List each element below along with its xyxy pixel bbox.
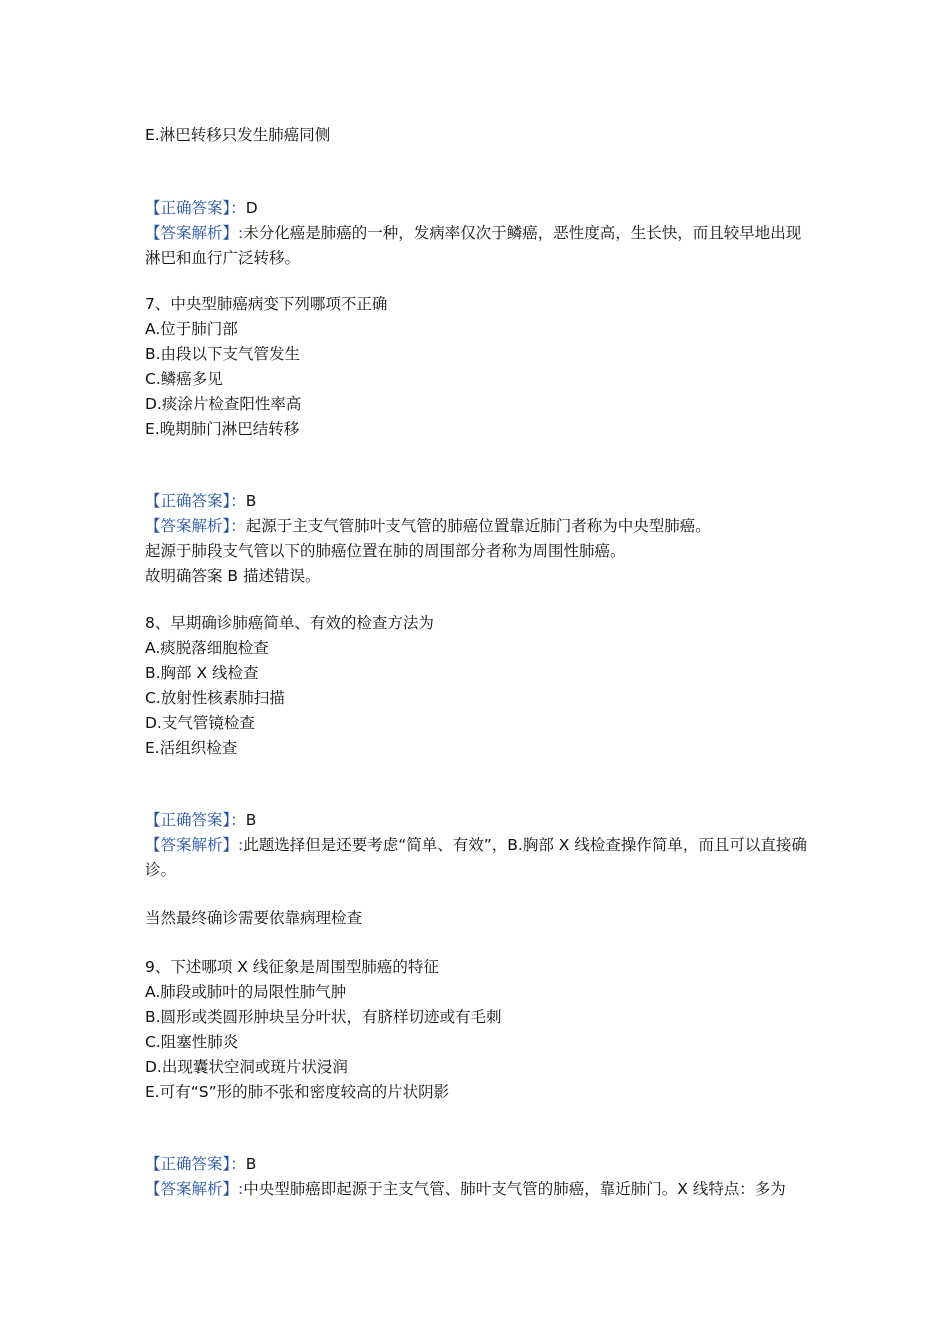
q9-option-e: E.可有“S”形的肺不张和密度较高的片状阴影 xyxy=(145,1083,450,1101)
q6-option-e: E.淋巴转移只发生肺癌同侧 xyxy=(145,126,331,144)
q9-option-a: A.肺段或肺叶的局限性肺气肿 xyxy=(145,983,347,1001)
q8-analysis xyxy=(145,833,810,883)
q8-option-e: E.活组织检查 xyxy=(145,739,238,757)
analysis-text: 此题选择但是还要考虑“简单、有效”，B.胸部 X 线检查操作简单，而且可以直接确诊。 xyxy=(145,836,807,879)
analysis-label: 【答案解析】: xyxy=(145,836,244,854)
q6-analysis xyxy=(145,221,810,271)
q7-option-d: D.痰涂片检查阳性率高 xyxy=(145,395,302,413)
q8-option-d: D.支气管镜检查 xyxy=(145,714,255,732)
analysis-text: 中央型肺癌即起源于主支气管、肺叶支气管的肺癌，靠近肺门。X 线特点：多为 xyxy=(243,1180,786,1198)
q8-option-a: A.痰脱落细胞检查 xyxy=(145,639,269,657)
q9-option-d: D.出现囊状空洞或斑片状浸润 xyxy=(145,1058,348,1076)
q8-option-b: B.胸部 X 线检查 xyxy=(145,664,259,682)
correct-answer-label: 【正确答案】： xyxy=(145,811,246,829)
q7-question: 7、中央型肺癌病变下列哪项不正确 xyxy=(145,295,388,313)
q7-option-b: B.由段以下支气管发生 xyxy=(145,345,301,363)
q9-option-b: B.圆形或类圆形肿块呈分叶状，有脐样切迹或有毛刺 xyxy=(145,1008,502,1026)
correct-answer-label: 【正确答案】： xyxy=(145,492,246,510)
q8-question: 8、早期确诊肺癌简单、有效的检查方法为 xyxy=(145,614,434,632)
analysis-label: 【答案解析】： xyxy=(145,517,246,535)
q9-analysis xyxy=(145,1177,786,1202)
q9-correct-answer xyxy=(145,1152,256,1177)
q8-note: 当然最终确诊需要依靠病理检查 xyxy=(145,909,363,927)
q7-analysis xyxy=(145,514,711,539)
q9-question: 9、下述哪项 X 线征象是周围型肺癌的特征 xyxy=(145,958,439,976)
analysis-text: 未分化癌是肺癌的一种，发病率仅次于鳞癌，恶性度高，生长快，而且较早地出现淋巴和血行广泛转移。 xyxy=(145,224,802,267)
q7-analysis-line3: 故明确答案 B 描述错误。 xyxy=(145,567,321,585)
correct-answer-label: 【正确答案】： xyxy=(145,199,246,217)
correct-answer-value: B xyxy=(245,811,257,829)
correct-answer-value: D xyxy=(245,199,258,217)
analysis-label: 【答案解析】: xyxy=(145,224,244,242)
analysis-text: 起源于主支气管肺叶支气管的肺癌位置靠近肺门者称为中央型肺癌。 xyxy=(245,517,711,535)
q7-correct-answer xyxy=(145,489,256,514)
analysis-label: 【答案解析】: xyxy=(145,1180,244,1198)
q7-analysis-line2: 起源于肺段支气管以下的肺癌位置在肺的周围部分者称为周围性肺癌。 xyxy=(145,542,626,560)
q7-option-a: A.位于肺门部 xyxy=(145,320,238,338)
q9-option-c: C.阻塞性肺炎 xyxy=(145,1033,239,1051)
q6-correct-answer xyxy=(145,196,258,221)
q8-correct-answer xyxy=(145,808,256,833)
q7-option-c: C.鳞癌多见 xyxy=(145,370,223,388)
q8-option-c: C.放射性核素肺扫描 xyxy=(145,689,285,707)
q7-option-e: E.晚期肺门淋巴结转移 xyxy=(145,420,300,438)
correct-answer-label: 【正确答案】： xyxy=(145,1155,246,1173)
correct-answer-value: B xyxy=(245,492,257,510)
correct-answer-value: B xyxy=(245,1155,257,1173)
